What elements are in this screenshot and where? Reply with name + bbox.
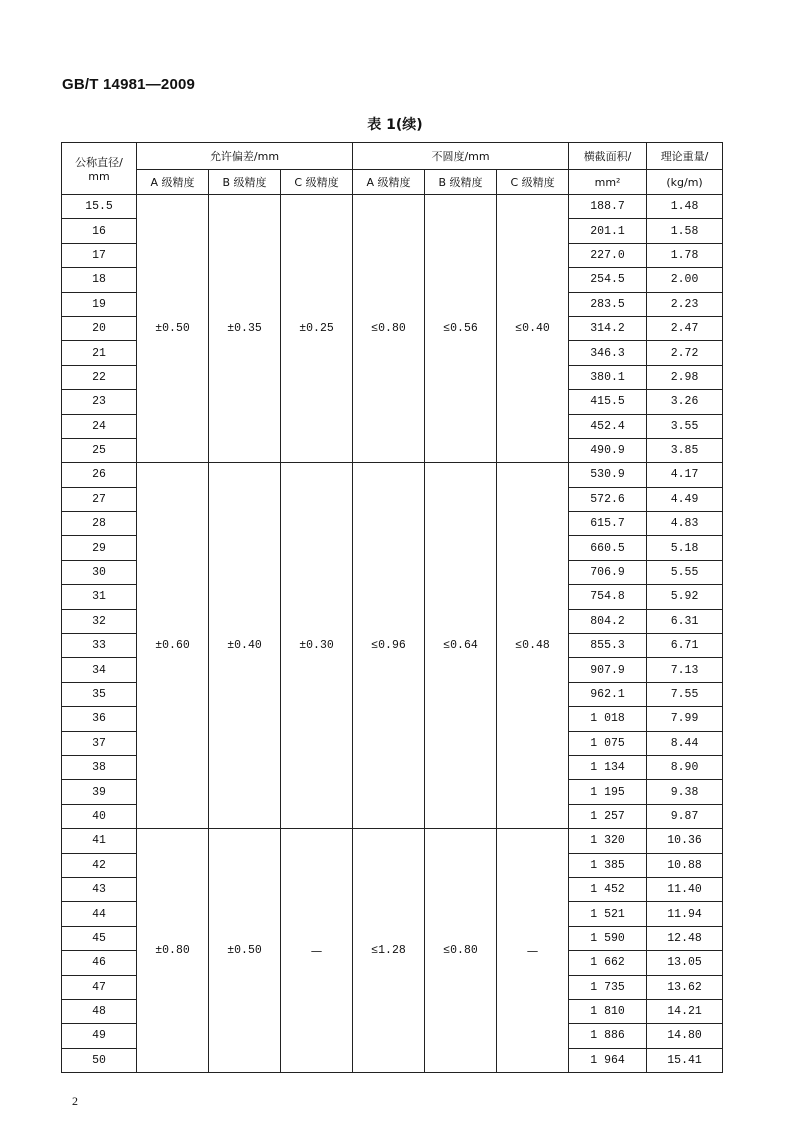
cell-diameter: 42 bbox=[62, 853, 137, 877]
cell-ov-c: ≤0.40 bbox=[497, 195, 569, 463]
cell-tol-b: ±0.40 bbox=[209, 463, 281, 829]
cell-diameter: 38 bbox=[62, 755, 137, 779]
cell-weight: 13.05 bbox=[647, 951, 723, 975]
cell-tol-a: ±0.50 bbox=[137, 195, 209, 463]
cell-diameter: 27 bbox=[62, 487, 137, 511]
cell-ov-b: ≤0.56 bbox=[425, 195, 497, 463]
cell-diameter: 50 bbox=[62, 1048, 137, 1072]
cell-area: 1 735 bbox=[569, 975, 647, 999]
cell-area: 1 385 bbox=[569, 853, 647, 877]
cell-weight: 5.92 bbox=[647, 585, 723, 609]
cell-diameter: 46 bbox=[62, 951, 137, 975]
cell-weight: 10.36 bbox=[647, 829, 723, 853]
cell-weight: 5.55 bbox=[647, 560, 723, 584]
cell-diameter: 16 bbox=[62, 219, 137, 243]
cell-diameter: 22 bbox=[62, 365, 137, 389]
cell-area: 660.5 bbox=[569, 536, 647, 560]
cell-area: 1 521 bbox=[569, 902, 647, 926]
cell-area: 1 257 bbox=[569, 804, 647, 828]
cell-ov-c: ≤0.48 bbox=[497, 463, 569, 829]
cell-weight: 11.40 bbox=[647, 877, 723, 901]
header-tol-grade-b: B 级精度 bbox=[209, 170, 281, 195]
cell-weight: 6.31 bbox=[647, 609, 723, 633]
cell-diameter: 32 bbox=[62, 609, 137, 633]
cell-area: 314.2 bbox=[569, 316, 647, 340]
cell-weight: 9.87 bbox=[647, 804, 723, 828]
cell-tol-a: ±0.60 bbox=[137, 463, 209, 829]
cell-weight: 1.58 bbox=[647, 219, 723, 243]
cell-tol-b: ±0.35 bbox=[209, 195, 281, 463]
cell-weight: 13.62 bbox=[647, 975, 723, 999]
cell-weight: 2.47 bbox=[647, 316, 723, 340]
cell-area: 1 590 bbox=[569, 926, 647, 950]
standard-number: GB/T 14981—2009 bbox=[62, 76, 196, 93]
cell-weight: 5.18 bbox=[647, 536, 723, 560]
cell-area: 1 662 bbox=[569, 951, 647, 975]
cell-tol-b: ±0.50 bbox=[209, 829, 281, 1073]
cell-area: 1 452 bbox=[569, 877, 647, 901]
cell-area: 254.5 bbox=[569, 268, 647, 292]
header-diameter bbox=[62, 143, 137, 195]
cell-area: 855.3 bbox=[569, 634, 647, 658]
cell-diameter: 45 bbox=[62, 926, 137, 950]
cell-tol-c: ±0.25 bbox=[281, 195, 353, 463]
cell-area: 615.7 bbox=[569, 512, 647, 536]
cell-area: 962.1 bbox=[569, 682, 647, 706]
header-area-unit: mm² bbox=[569, 170, 647, 195]
cell-area: 907.9 bbox=[569, 658, 647, 682]
cell-diameter: 34 bbox=[62, 658, 137, 682]
header-tol-grade-c: C 级精度 bbox=[281, 170, 353, 195]
cell-weight: 7.99 bbox=[647, 707, 723, 731]
cell-diameter: 25 bbox=[62, 438, 137, 462]
cell-weight: 2.00 bbox=[647, 268, 723, 292]
cell-ov-a: ≤1.28 bbox=[353, 829, 425, 1073]
cell-area: 1 810 bbox=[569, 999, 647, 1023]
cell-area: 1 320 bbox=[569, 829, 647, 853]
cell-diameter: 35 bbox=[62, 682, 137, 706]
cell-weight: 10.88 bbox=[647, 853, 723, 877]
cell-area: 188.7 bbox=[569, 195, 647, 219]
cell-weight: 4.83 bbox=[647, 512, 723, 536]
cell-ov-b: ≤0.64 bbox=[425, 463, 497, 829]
cell-area: 201.1 bbox=[569, 219, 647, 243]
cell-diameter: 15.5 bbox=[62, 195, 137, 219]
cell-weight: 1.78 bbox=[647, 243, 723, 267]
cell-weight: 14.80 bbox=[647, 1024, 723, 1048]
table-body bbox=[62, 195, 723, 1073]
cell-area: 754.8 bbox=[569, 585, 647, 609]
cell-area: 1 886 bbox=[569, 1024, 647, 1048]
cell-area: 415.5 bbox=[569, 390, 647, 414]
cell-area: 572.6 bbox=[569, 487, 647, 511]
cell-weight: 7.13 bbox=[647, 658, 723, 682]
cell-area: 346.3 bbox=[569, 341, 647, 365]
header-area: 横截面积/ bbox=[569, 143, 647, 170]
cell-weight: 8.90 bbox=[647, 755, 723, 779]
header-ov-grade-b: B 级精度 bbox=[425, 170, 497, 195]
cell-area: 227.0 bbox=[569, 243, 647, 267]
cell-ov-b: ≤0.80 bbox=[425, 829, 497, 1073]
cell-ov-c: — bbox=[497, 829, 569, 1073]
cell-weight: 2.72 bbox=[647, 341, 723, 365]
cell-weight: 6.71 bbox=[647, 634, 723, 658]
cell-area: 1 134 bbox=[569, 755, 647, 779]
dimensions-table bbox=[61, 142, 723, 1073]
cell-diameter: 47 bbox=[62, 975, 137, 999]
header-ov-grade-a: A 级精度 bbox=[353, 170, 425, 195]
cell-diameter: 19 bbox=[62, 292, 137, 316]
cell-tol-c: — bbox=[281, 829, 353, 1073]
cell-diameter: 49 bbox=[62, 1024, 137, 1048]
cell-area: 706.9 bbox=[569, 560, 647, 584]
cell-weight: 7.55 bbox=[647, 682, 723, 706]
cell-diameter: 30 bbox=[62, 560, 137, 584]
cell-weight: 3.26 bbox=[647, 390, 723, 414]
cell-diameter: 17 bbox=[62, 243, 137, 267]
cell-weight: 11.94 bbox=[647, 902, 723, 926]
cell-diameter: 18 bbox=[62, 268, 137, 292]
cell-weight: 4.17 bbox=[647, 463, 723, 487]
cell-area: 1 018 bbox=[569, 707, 647, 731]
cell-weight: 15.41 bbox=[647, 1048, 723, 1072]
cell-diameter: 24 bbox=[62, 414, 137, 438]
header-tol-grade-a: A 级精度 bbox=[137, 170, 209, 195]
cell-area: 1 195 bbox=[569, 780, 647, 804]
cell-diameter: 21 bbox=[62, 341, 137, 365]
cell-diameter: 48 bbox=[62, 999, 137, 1023]
cell-area: 452.4 bbox=[569, 414, 647, 438]
cell-weight: 1.48 bbox=[647, 195, 723, 219]
cell-area: 380.1 bbox=[569, 365, 647, 389]
cell-area: 283.5 bbox=[569, 292, 647, 316]
cell-diameter: 28 bbox=[62, 512, 137, 536]
cell-weight: 4.49 bbox=[647, 487, 723, 511]
cell-diameter: 36 bbox=[62, 707, 137, 731]
cell-diameter: 40 bbox=[62, 804, 137, 828]
cell-diameter: 26 bbox=[62, 463, 137, 487]
cell-weight: 3.55 bbox=[647, 414, 723, 438]
header-weight: 理论重量/ bbox=[647, 143, 723, 170]
cell-diameter: 33 bbox=[62, 634, 137, 658]
cell-weight: 8.44 bbox=[647, 731, 723, 755]
header-weight-unit: (kg/m) bbox=[647, 170, 723, 195]
cell-diameter: 31 bbox=[62, 585, 137, 609]
header-diameter-unit: mm bbox=[88, 170, 110, 183]
header-tolerance-group: 允许偏差/mm bbox=[137, 143, 353, 170]
cell-diameter: 23 bbox=[62, 390, 137, 414]
table-row bbox=[62, 463, 723, 487]
cell-diameter: 44 bbox=[62, 902, 137, 926]
cell-area: 530.9 bbox=[569, 463, 647, 487]
cell-weight: 3.85 bbox=[647, 438, 723, 462]
cell-diameter: 37 bbox=[62, 731, 137, 755]
cell-ov-a: ≤0.96 bbox=[353, 463, 425, 829]
cell-tol-a: ±0.80 bbox=[137, 829, 209, 1073]
cell-diameter: 29 bbox=[62, 536, 137, 560]
cell-ov-a: ≤0.80 bbox=[353, 195, 425, 463]
table-title: 表 1(续) bbox=[367, 117, 423, 133]
cell-area: 804.2 bbox=[569, 609, 647, 633]
cell-weight: 14.21 bbox=[647, 999, 723, 1023]
cell-diameter: 39 bbox=[62, 780, 137, 804]
cell-area: 490.9 bbox=[569, 438, 647, 462]
cell-diameter: 43 bbox=[62, 877, 137, 901]
cell-weight: 12.48 bbox=[647, 926, 723, 950]
table-row bbox=[62, 829, 723, 853]
cell-diameter: 41 bbox=[62, 829, 137, 853]
page-number: 2 bbox=[72, 1094, 78, 1108]
cell-diameter: 20 bbox=[62, 316, 137, 340]
table-row bbox=[62, 195, 723, 219]
cell-area: 1 964 bbox=[569, 1048, 647, 1072]
cell-weight: 9.38 bbox=[647, 780, 723, 804]
cell-weight: 2.98 bbox=[647, 365, 723, 389]
cell-weight: 2.23 bbox=[647, 292, 723, 316]
cell-area: 1 075 bbox=[569, 731, 647, 755]
cell-tol-c: ±0.30 bbox=[281, 463, 353, 829]
header-ov-grade-c: C 级精度 bbox=[497, 170, 569, 195]
header-diameter-label: 公称直径/ bbox=[75, 156, 123, 169]
header-ovality-group: 不圆度/mm bbox=[353, 143, 569, 170]
